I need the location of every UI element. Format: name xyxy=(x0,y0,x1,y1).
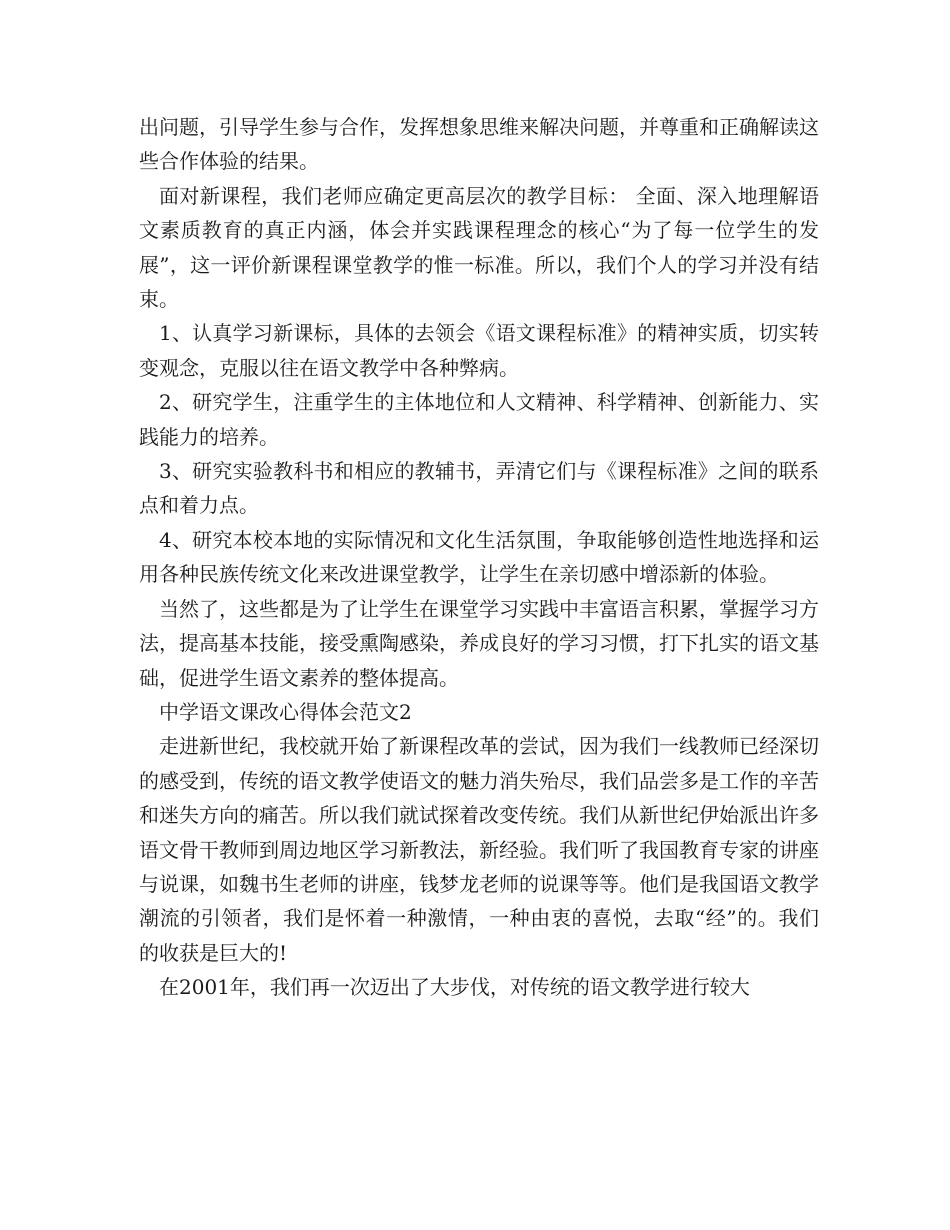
document-body xyxy=(139,110,819,1005)
paragraph: 出问题，引导学生参与合作，发挥想象思维来解决问题，并尊重和正确解读这些合作体验的结果。 xyxy=(139,115,819,174)
paragraph: 4、研究本校本地的实际情况和文化生活氛围，争取能够创造性地选择和运用各种民族传统文化来改进课堂教学，让学生在亲切感中增添新的体验。 xyxy=(139,527,819,587)
section-heading: 中学语文课改心得体会范文2 xyxy=(159,699,412,724)
paragraph: 在2001年，我们再一次迈出了大步伐，对传统的语文教学进行较大 xyxy=(159,975,750,1000)
paragraph: 1、认真学习新课标，具体的去领会《语文课程标准》的精神实质，切实转变观念，克服以往在语文教学中各种弊病。 xyxy=(139,321,819,380)
paragraph: 当然了，这些都是为了让学生在课堂学习实践中丰富语言积累，掌握学习方法，提高基本技能，接受熏陶感染，养成良好的学习习惯，打下扎实的语文基础，促进学生语文素养的整体提高。 xyxy=(139,596,819,690)
paragraph: 面对新课程，我们老师应确定更高层次的教学目标： 全面、深入地理解语文素质教育的真正内涵，体会并实践课程理念的核心“为了每一位学生的发展”，这一评价新课程课堂教学的惟一标准。所以，我们个人的学习并没有结束。 xyxy=(139,183,819,312)
paragraph: 2、研究学生，注重学生的主体地位和人文精神、科学精神、创新能力、实践能力的培养。 xyxy=(139,390,819,449)
paragraph: 3、研究实验教科书和相应的教辅书，弄清它们与《课程标准》之间的联系点和着力点。 xyxy=(139,459,819,518)
paragraph: 走进新世纪，我校就开始了新课程改革的尝试，因为我们一线教师已经深切的感受到，传统的语文教学使语文的魅力消失殆尽，我们品尝多是工作的辛苦和迷失方向的痛苦。所以我们就试探着改变传统。我们从新世纪伊始派出许多语文骨干教师到周边地区学习新教法，新经验。我们听了我国教育专家的讲座与说课，如魏书生老师的讲座，钱梦龙老师的说课等等。他们是我国语文教学潮流的引领者，我们是怀着一种激情，一种由衷的喜悦，去取“经”的。我们的收获是巨大的! xyxy=(139,734,819,965)
